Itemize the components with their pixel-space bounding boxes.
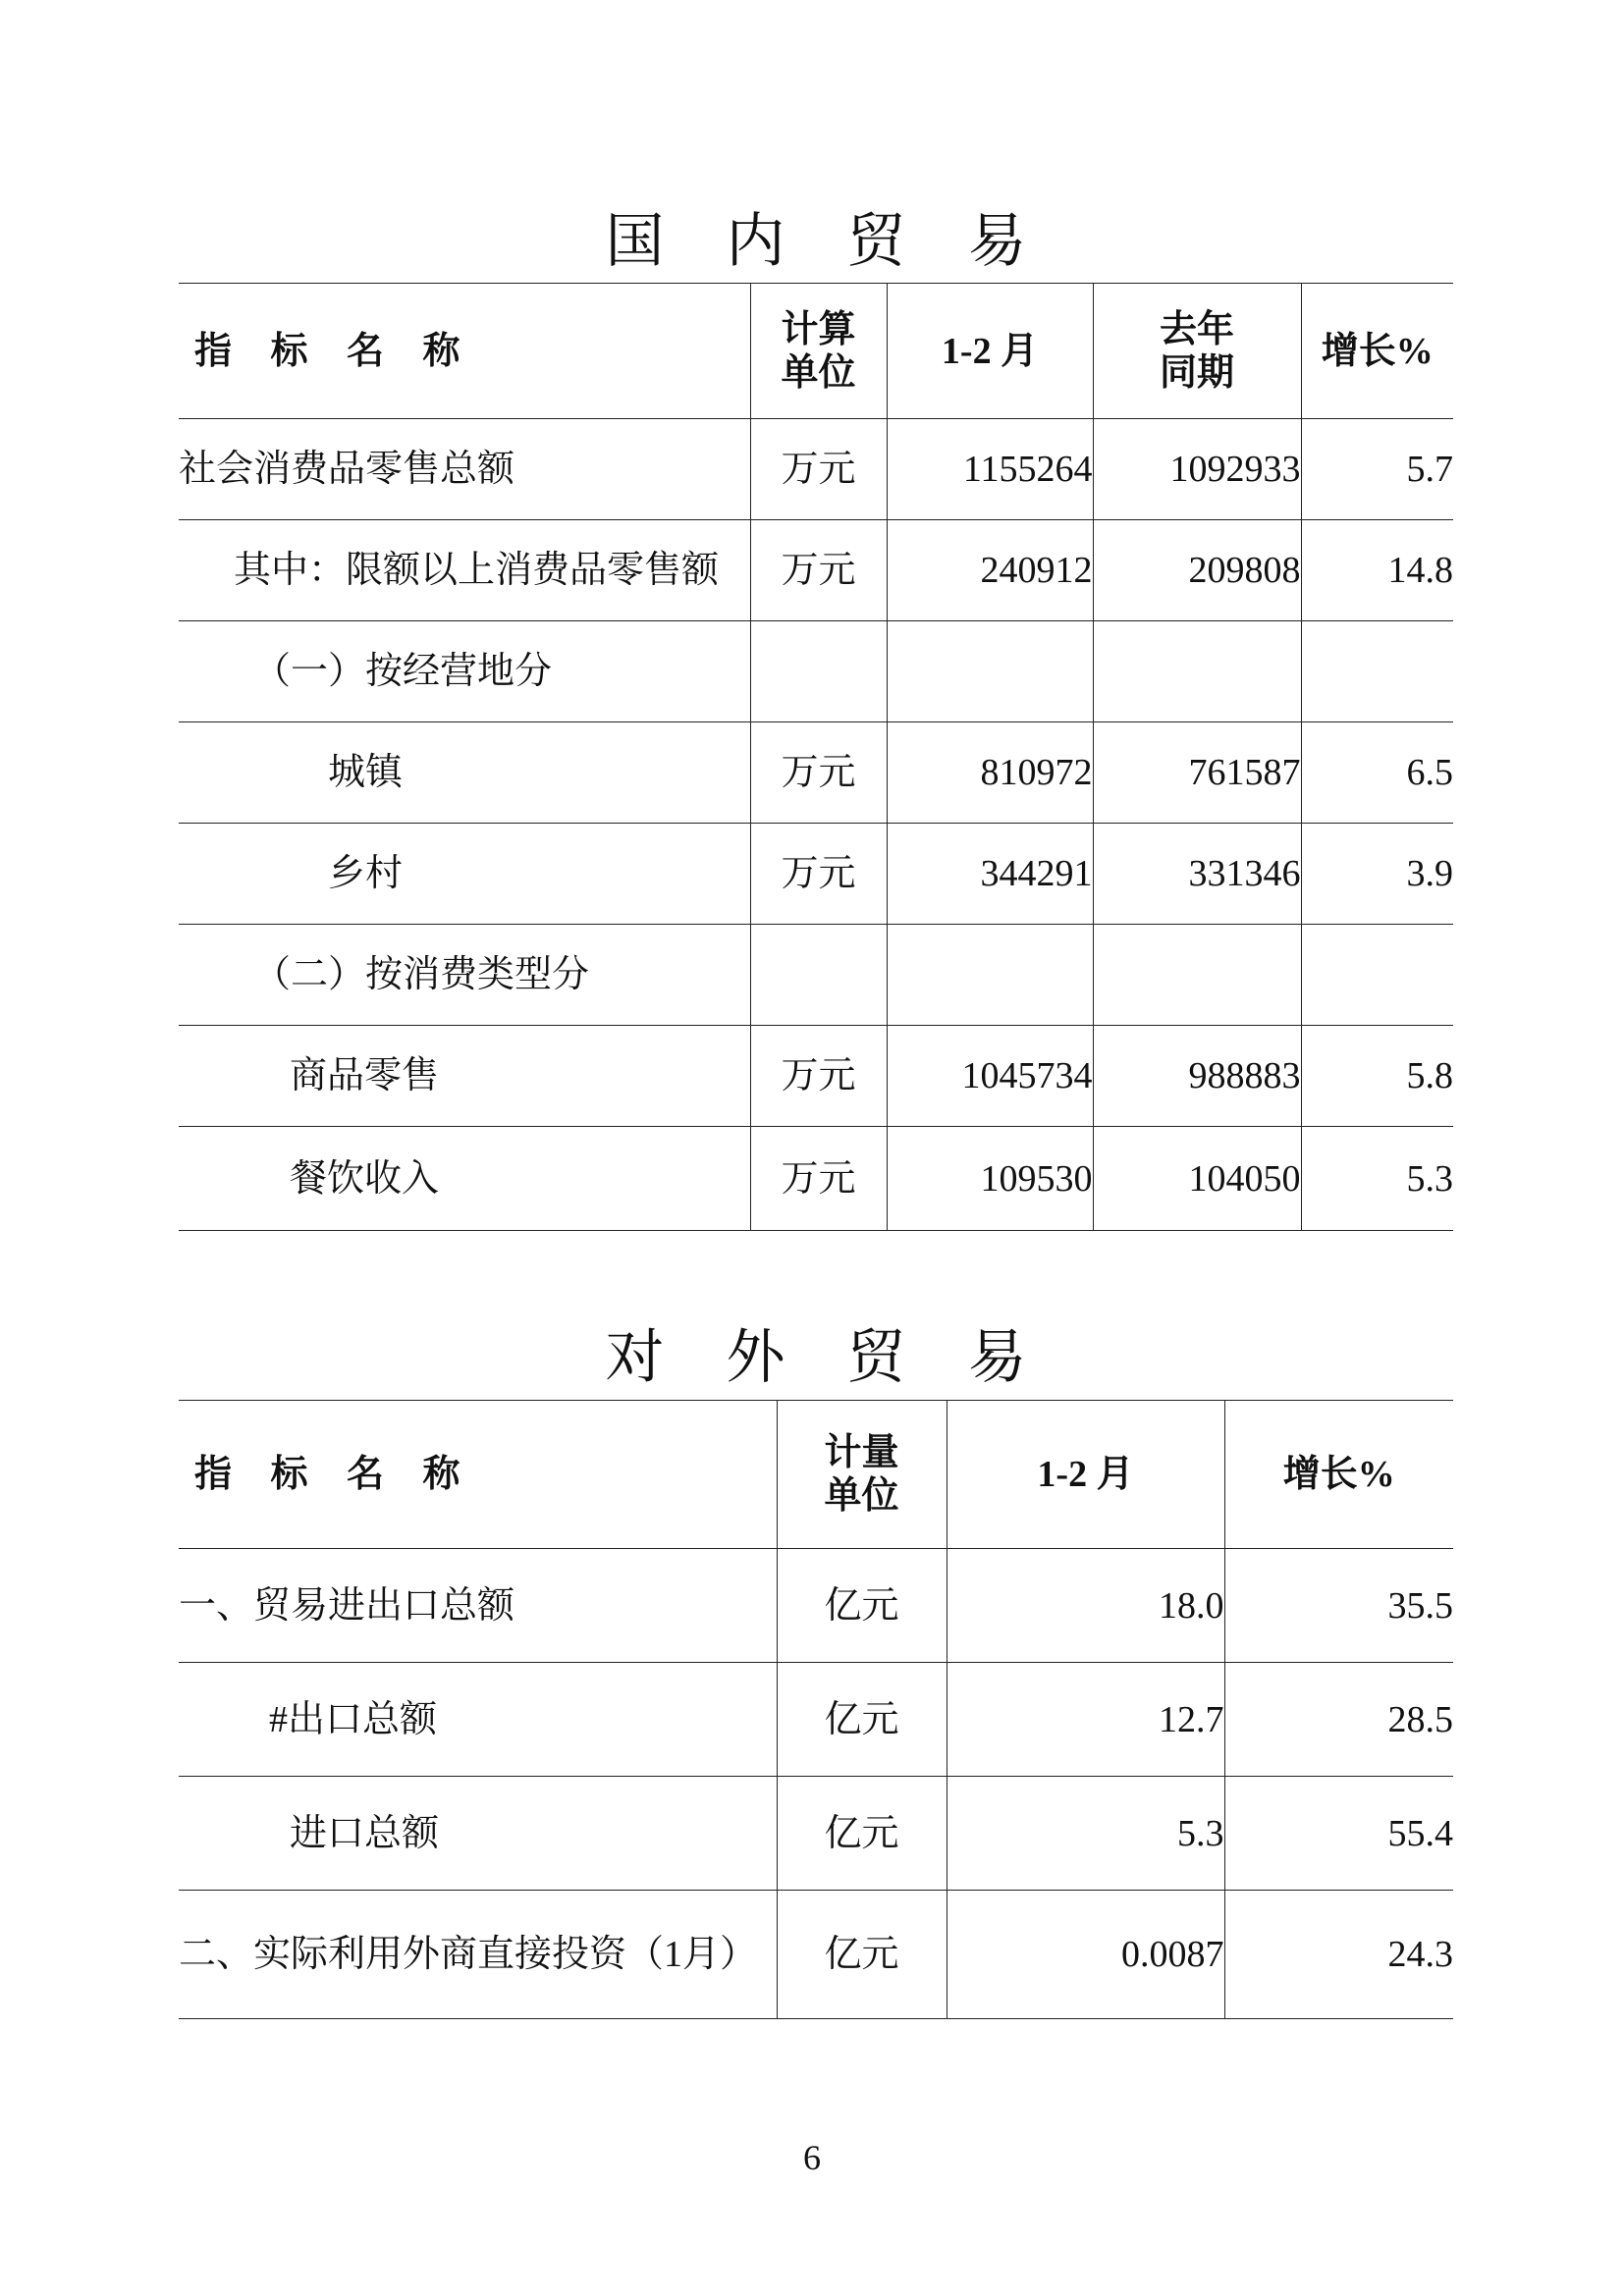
header-indicator-name: 指 标 名 称 (179, 1401, 777, 1549)
row-current: 240912 (887, 520, 1093, 621)
header-unit-line1: 计算 (781, 308, 856, 350)
row-growth: 3.9 (1301, 824, 1453, 925)
row-last-year: 988883 (1093, 1026, 1301, 1127)
header-unit-line2: 单位 (824, 1475, 899, 1517)
row-unit: 亿元 (777, 1549, 947, 1663)
row-current (887, 621, 1093, 722)
row-last-year (1093, 925, 1301, 1026)
row-current: 810972 (887, 722, 1093, 824)
row-unit: 亿元 (777, 1777, 947, 1891)
row-current: 5.3 (947, 1777, 1224, 1891)
row-name: 乡村 (179, 824, 750, 925)
header-last-year-line2: 同期 (1159, 351, 1234, 394)
row-last-year (1093, 621, 1301, 722)
row-name: 其中：限额以上消费品零售额 (179, 520, 750, 621)
header-period: 1-2 月 (947, 1401, 1224, 1549)
row-name: 餐饮收入 (179, 1127, 750, 1231)
row-unit: 万元 (750, 1026, 887, 1127)
row-growth: 28.5 (1224, 1663, 1453, 1777)
table-row (179, 621, 1453, 722)
header-period: 1-2 月 (887, 284, 1093, 419)
foreign-trade-title: 对 外 贸 易 (605, 1325, 1027, 1390)
row-current: 12.7 (947, 1663, 1224, 1777)
table-row (179, 419, 1453, 520)
header-growth: 增长% (1301, 284, 1453, 419)
header-unit-line1: 计量 (824, 1432, 899, 1473)
row-last-year: 209808 (1093, 520, 1301, 621)
table-row (179, 1026, 1453, 1127)
header-unit-line2: 单位 (781, 351, 856, 394)
header-unit (750, 284, 887, 419)
row-last-year: 761587 (1093, 722, 1301, 824)
table-row (179, 520, 1453, 621)
row-unit: 万元 (750, 419, 887, 520)
row-growth: 5.8 (1301, 1026, 1453, 1127)
row-growth: 5.3 (1301, 1127, 1453, 1231)
table-row (179, 1891, 1453, 2019)
table-header-row (179, 284, 1453, 419)
table-row (179, 1663, 1453, 1777)
page-number: 6 (803, 2138, 821, 2177)
row-unit (750, 621, 887, 722)
row-current: 344291 (887, 824, 1093, 925)
row-growth: 5.7 (1301, 419, 1453, 520)
row-last-year: 1092933 (1093, 419, 1301, 520)
header-growth: 增长% (1224, 1401, 1453, 1549)
table-row (179, 1777, 1453, 1891)
foreign-trade-table (179, 1400, 1453, 2019)
row-growth: 24.3 (1224, 1891, 1453, 2019)
row-unit: 万元 (750, 1127, 887, 1231)
table-header-row (179, 1401, 1453, 1549)
row-current: 1045734 (887, 1026, 1093, 1127)
row-name: #出口总额 (179, 1663, 777, 1777)
row-unit: 万元 (750, 824, 887, 925)
row-current: 0.0087 (947, 1891, 1224, 2019)
row-growth (1301, 925, 1453, 1026)
row-growth (1301, 621, 1453, 722)
table-row (179, 1549, 1453, 1663)
table-row (179, 824, 1453, 925)
row-unit (750, 925, 887, 1026)
row-name: （二）按消费类型分 (179, 925, 750, 1026)
row-name: 进口总额 (179, 1777, 777, 1891)
row-current: 109530 (887, 1127, 1093, 1231)
domestic-trade-table (179, 283, 1453, 1231)
row-unit: 亿元 (777, 1891, 947, 2019)
table-row (179, 925, 1453, 1026)
row-unit: 万元 (750, 722, 887, 824)
row-growth: 35.5 (1224, 1549, 1453, 1663)
row-name: 二、实际利用外商直接投资（1月） (179, 1891, 777, 2019)
header-last-year-line1: 去年 (1159, 308, 1234, 350)
row-current: 18.0 (947, 1549, 1224, 1663)
header-unit (777, 1401, 947, 1549)
header-indicator-name: 指 标 名 称 (179, 284, 750, 419)
row-name: 商品零售 (179, 1026, 750, 1127)
row-name: （一）按经营地分 (179, 621, 750, 722)
row-current (887, 925, 1093, 1026)
row-growth: 6.5 (1301, 722, 1453, 824)
domestic-trade-title: 国 内 贸 易 (605, 209, 1027, 274)
row-unit: 万元 (750, 520, 887, 621)
row-last-year: 104050 (1093, 1127, 1301, 1231)
row-growth: 55.4 (1224, 1777, 1453, 1891)
row-unit: 亿元 (777, 1663, 947, 1777)
row-growth: 14.8 (1301, 520, 1453, 621)
table-row (179, 1127, 1453, 1231)
header-last-year (1093, 284, 1301, 419)
row-name: 城镇 (179, 722, 750, 824)
row-name: 一、贸易进出口总额 (179, 1549, 777, 1663)
row-current: 1155264 (887, 419, 1093, 520)
row-name: 社会消费品零售总额 (179, 419, 750, 520)
table-row (179, 722, 1453, 824)
row-last-year: 331346 (1093, 824, 1301, 925)
